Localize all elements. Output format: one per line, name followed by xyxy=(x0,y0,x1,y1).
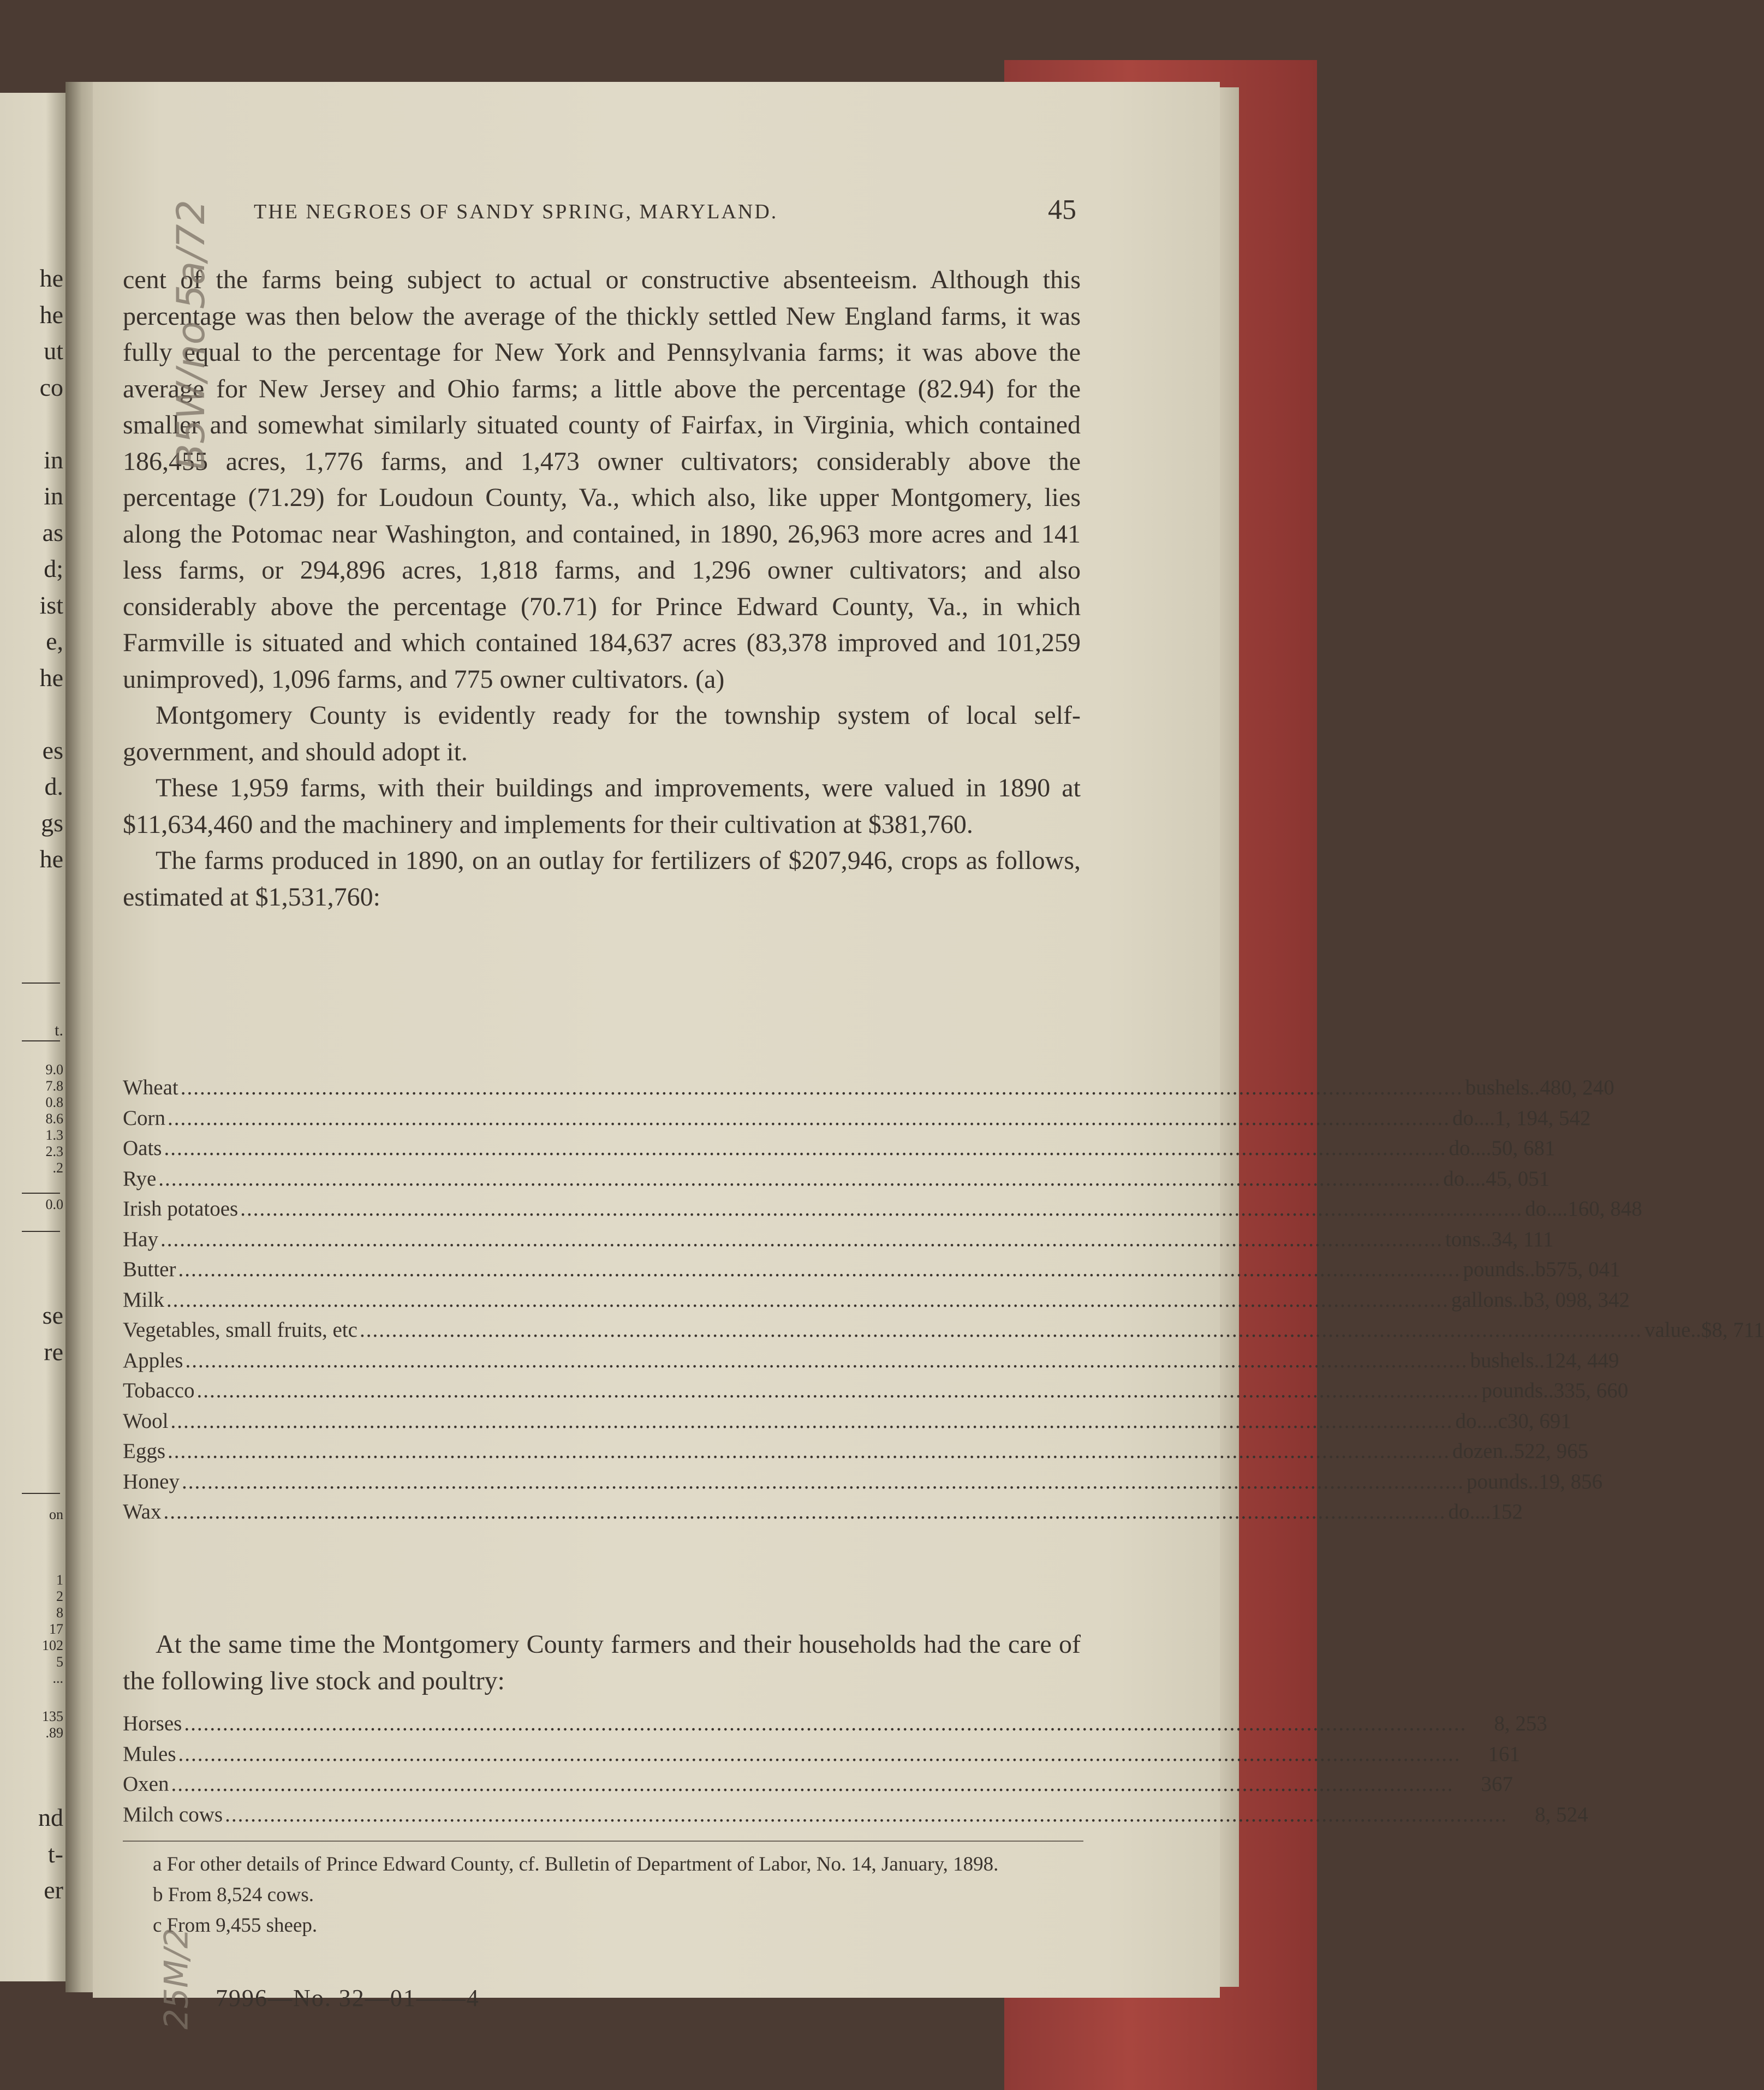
paragraph: These 1,959 farms, with their buildings and improvements, were valued in 1890 at $11,634,460 and the machinery and implements for their cultivation at $381,760. xyxy=(123,773,1081,839)
row-unit: value.. xyxy=(1644,1318,1701,1342)
pencil-annotation: B5W/no 5a/72 xyxy=(169,200,213,470)
row-value: 45, 051 xyxy=(1486,1166,1550,1190)
left-page-fragment: e, xyxy=(46,627,63,655)
table-row xyxy=(123,1348,1619,1379)
row-unit: pounds.. xyxy=(1466,1469,1539,1493)
left-page-fragment: es xyxy=(42,736,63,764)
table-row xyxy=(123,1439,1589,1469)
leader-dots: ........................................................................................................................................................................................................ xyxy=(240,1197,1523,1220)
table-row xyxy=(123,1742,1520,1772)
left-page-fragment: 5 xyxy=(56,1654,63,1670)
footnote-rule xyxy=(123,1841,1083,1842)
table-row xyxy=(123,1196,1642,1227)
leader-dots: ........................................................................................................................................................................................................ xyxy=(180,1076,1463,1099)
left-page-fragment: co xyxy=(39,373,63,401)
row-label: Hay xyxy=(123,1227,158,1251)
leader-dots: ........................................................................................................................................................................................................ xyxy=(178,1258,1461,1281)
left-page-fragment: 2 xyxy=(56,1588,63,1604)
row-label: Horses xyxy=(123,1712,182,1735)
table-row xyxy=(123,1469,1603,1500)
table-row xyxy=(123,1772,1513,1802)
row-value: b3, 098, 342 xyxy=(1523,1288,1630,1312)
left-page-fragment: d; xyxy=(44,555,63,582)
row-unit: dozen.. xyxy=(1452,1439,1514,1463)
row-unit: do.... xyxy=(1452,1106,1495,1130)
left-page-rule xyxy=(22,1231,60,1232)
row-value: 50, 681 xyxy=(1491,1136,1556,1160)
footnote: a For other details of Prince Edward County, cf. Bulletin of Department of Labor, No. 14, January, 1898. xyxy=(153,1853,999,1875)
left-page-fragment: 9.0 xyxy=(45,1062,63,1077)
left-page-fragment: in xyxy=(44,445,63,474)
left-page-fragment: 8.6 xyxy=(45,1111,63,1127)
left-page-fragment: 102 xyxy=(42,1638,63,1653)
table-row xyxy=(123,1227,1554,1258)
row-label: Oxen xyxy=(123,1772,169,1796)
table-row xyxy=(123,1136,1556,1166)
left-page-number: 0.0 xyxy=(45,1196,63,1212)
row-value: c30, 691 xyxy=(1498,1409,1571,1433)
left-page-fragment: he xyxy=(39,845,63,873)
left-page-rule xyxy=(22,1040,60,1041)
footnote: b From 8,524 cows. xyxy=(153,1884,314,1906)
paragraph: At the same time the Montgomery County farmers and their households had the care of the following live stock and poultry: xyxy=(123,1630,1081,1695)
left-page-fragment: ... xyxy=(52,1670,63,1686)
leader-dots: ........................................................................................................................................................................................................ xyxy=(170,1409,1453,1433)
row-label: Apples xyxy=(123,1348,183,1372)
signature-line: 7996—No. 32—01——4 xyxy=(216,1985,480,2011)
leader-dots: ........................................................................................................................................................................................................ xyxy=(225,1802,1508,1826)
row-value: 152 xyxy=(1491,1500,1523,1523)
table-row xyxy=(123,1802,1588,1833)
row-unit: pounds.. xyxy=(1481,1379,1554,1402)
row-label: Wax xyxy=(123,1500,162,1523)
row-label: Eggs xyxy=(123,1439,165,1463)
footnote: c From 9,455 sheep. xyxy=(153,1914,318,1937)
paragraph: cent of the farms being subject to actual or constructive absenteeism. Although this percentage was then below the average of the thickly settled New England farms, it was fully equal to the percentage for New York and Pennsylvania farms; it was above the average for New Jersey and Ohio farms; a little above the percentage (82.94) for the smaller and somewhat similarly situated county of Fairfax, in Virginia, which contained 186,455 acres, 1,776 farms, and 1,473 owner cultivators; considerably above the percentage (71.29) for Loudoun County, Va., which also, like upper Montgomery, lies along the Potomac near Washington, and contained, in 1890, 26,963 more acres and 141 less farms, or 294,896 acres, 1,818 farms, and 1,296 owner cultivators; and also considerably above the percentage (70.71) for Prince Edward County, Va., in which Farmville is situated and which contained 184,637 acres (83,378 improved and 101,259 unimproved), 1,096 farms, and 775 owner cultivators. (a) xyxy=(123,265,1081,694)
table-row xyxy=(123,1378,1629,1409)
row-label: Milk xyxy=(123,1288,164,1312)
leader-dots: ........................................................................................................................................................................................................ xyxy=(178,1742,1461,1766)
left-page-fragment: 1 xyxy=(56,1572,63,1588)
row-label: Oats xyxy=(123,1136,162,1160)
left-page-fragment: 0.8 xyxy=(45,1094,63,1110)
row-value: 480, 240 xyxy=(1540,1076,1614,1099)
row-value: 367 xyxy=(1481,1772,1513,1796)
leader-dots: ........................................................................................................................................................................................................ xyxy=(185,1348,1468,1372)
row-value: 19, 856 xyxy=(1539,1469,1603,1493)
leader-dots: ........................................................................................................................................................................................................ xyxy=(160,1227,1443,1251)
paragraph: Montgomery County is evidently ready for the township system of local self-government, and should adopt it. xyxy=(123,701,1081,766)
row-value: 34, 111 xyxy=(1491,1227,1554,1251)
left-page-fragment: se xyxy=(42,1301,63,1329)
table-row xyxy=(123,1106,1591,1136)
left-page-fragment: as xyxy=(42,518,63,546)
table-row xyxy=(123,1409,1571,1439)
livestock-intro xyxy=(123,1627,1081,1699)
left-page-rule xyxy=(22,1193,60,1194)
row-value: b575, 041 xyxy=(1535,1258,1620,1281)
page xyxy=(93,82,1764,2030)
row-unit: bushels.. xyxy=(1465,1076,1540,1099)
body-text xyxy=(123,262,1081,915)
left-page-fragment: .89 xyxy=(45,1725,63,1741)
left-page-fragment: he xyxy=(39,300,63,329)
table-row xyxy=(123,1166,1550,1197)
row-value: 160, 848 xyxy=(1568,1197,1642,1220)
left-page-fragment: 1.3 xyxy=(45,1127,63,1143)
table-row xyxy=(123,1257,1620,1288)
left-page-fragment: 17 xyxy=(49,1621,63,1637)
row-unit: do.... xyxy=(1448,1500,1491,1523)
left-page-fragment: gs xyxy=(41,808,63,837)
row-unit: bushels.. xyxy=(1470,1348,1545,1372)
row-unit: tons.. xyxy=(1445,1227,1492,1251)
left-page-number: on xyxy=(49,1507,63,1522)
table-row xyxy=(123,1288,1630,1318)
row-unit: pounds.. xyxy=(1463,1258,1535,1281)
row-unit: gallons.. xyxy=(1451,1288,1524,1312)
table-row xyxy=(123,1711,1547,1742)
page-edges xyxy=(1217,87,1239,1987)
left-page-fragment: 135 xyxy=(42,1708,63,1724)
row-value: $8, 711 xyxy=(1701,1318,1764,1342)
row-unit: do.... xyxy=(1443,1166,1486,1190)
left-page-fragment: 7.8 xyxy=(45,1078,63,1094)
table-row xyxy=(123,1318,1764,1348)
row-value: 335, 660 xyxy=(1553,1379,1629,1402)
row-label: Milch cows xyxy=(123,1802,223,1826)
left-page-fragment: t. xyxy=(55,1021,63,1039)
leader-dots: ........................................................................................................................................................................................................ xyxy=(184,1712,1467,1735)
left-page-fragment: nd xyxy=(38,1803,63,1831)
leader-dots: ........................................................................................................................................................................................................ xyxy=(196,1379,1480,1402)
left-page-rule xyxy=(22,983,60,984)
pencil-annotation: 25M/2 xyxy=(157,1927,196,2030)
row-label: Butter xyxy=(123,1258,176,1281)
row-label: Corn xyxy=(123,1106,165,1130)
row-value: 1, 194, 542 xyxy=(1495,1106,1591,1130)
leader-dots: ........................................................................................................................................................................................................ xyxy=(359,1318,1642,1342)
row-value: 161 xyxy=(1488,1742,1520,1766)
row-label: Mules xyxy=(123,1742,176,1766)
row-value: 124, 449 xyxy=(1545,1348,1619,1372)
table-row xyxy=(123,1075,1614,1106)
footnotes xyxy=(123,1849,1083,1941)
row-label: Irish potatoes xyxy=(123,1197,239,1220)
row-unit: do.... xyxy=(1455,1409,1498,1433)
left-page-fragment: t- xyxy=(47,1839,63,1868)
row-label: Tobacco xyxy=(123,1379,195,1402)
left-page-fragment: .2 xyxy=(52,1160,63,1176)
row-value: 522, 965 xyxy=(1513,1439,1589,1463)
page-number: 45 xyxy=(1048,194,1076,225)
row-value: 8, 524 xyxy=(1535,1802,1588,1826)
left-page-fragment: he xyxy=(39,264,63,292)
left-page-fragment: ist xyxy=(39,591,63,619)
left-page-fragment: ut xyxy=(44,337,63,365)
left-page-fragment: er xyxy=(44,1876,63,1904)
left-page-fragment: he xyxy=(39,663,63,692)
left-page-fragment: re xyxy=(44,1337,63,1366)
row-unit: do.... xyxy=(1525,1197,1568,1220)
left-page-fragment: in xyxy=(44,482,63,510)
row-label: Wheat xyxy=(123,1076,178,1099)
leader-dots: ........................................................................................................................................................................................................ xyxy=(171,1772,1454,1796)
left-page-rule xyxy=(22,1493,60,1494)
leader-dots: ........................................................................................................................................................................................................ xyxy=(168,1106,1450,1130)
left-page xyxy=(0,93,65,1981)
crop-table xyxy=(123,1075,1764,1530)
left-page-fragment: d. xyxy=(44,772,63,800)
row-unit: do.... xyxy=(1449,1136,1492,1160)
leader-dots: ........................................................................................................................................................................................................ xyxy=(163,1500,1446,1523)
row-label: Wool xyxy=(123,1409,169,1433)
row-value: 8, 253 xyxy=(1494,1712,1547,1735)
leader-dots: ........................................................................................................................................................................................................ xyxy=(164,1136,1447,1160)
leader-dots: ........................................................................................................................................................................................................ xyxy=(168,1439,1450,1463)
running-head: THE NEGROES OF SANDY SPRING, MARYLAND. xyxy=(254,200,778,223)
left-page-fragment: 8 xyxy=(56,1605,63,1621)
left-page-fragment: 2.3 xyxy=(45,1144,63,1159)
table-row xyxy=(123,1499,1523,1530)
row-label: Rye xyxy=(123,1166,157,1190)
row-label: Vegetables, small fruits, etc xyxy=(123,1318,357,1342)
livestock-table xyxy=(123,1711,1588,1832)
leader-dots: ........................................................................................................................................................................................................ xyxy=(158,1166,1441,1190)
row-label: Honey xyxy=(123,1469,180,1493)
paragraph: The farms produced in 1890, on an outlay for fertilizers of $207,946, crops as follows, estimated at $1,531,760: xyxy=(123,846,1081,912)
leader-dots: ........................................................................................................................................................................................................ xyxy=(166,1288,1449,1312)
leader-dots: ........................................................................................................................................................................................................ xyxy=(181,1469,1464,1493)
